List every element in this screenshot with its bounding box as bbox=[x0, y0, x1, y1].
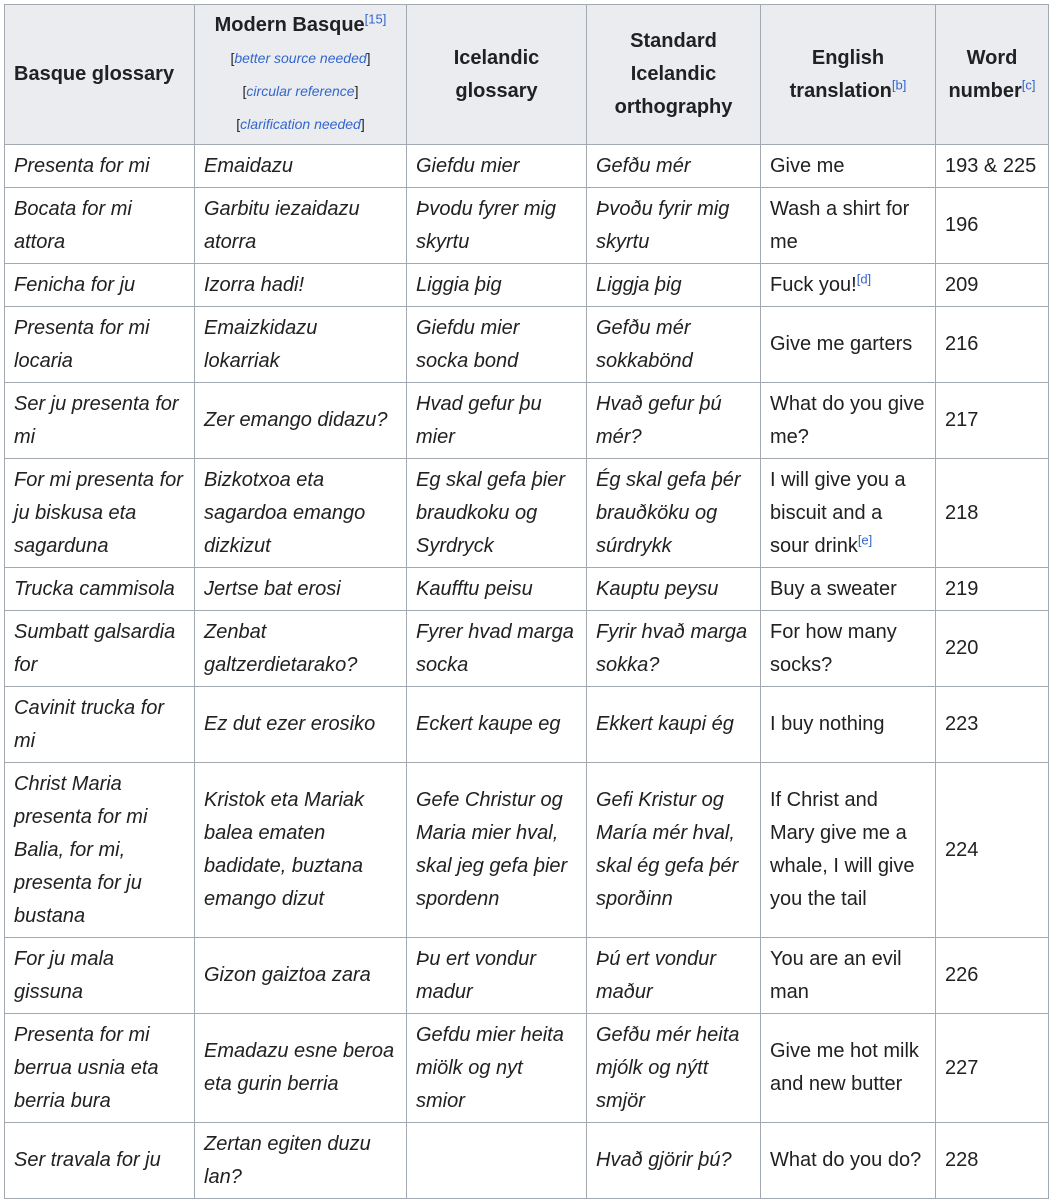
english-translation-cell: What do you give me? bbox=[761, 383, 936, 459]
english-translation-cell: If Christ and Mary give me a whale, I will give you the tail bbox=[761, 763, 936, 938]
header-modern-basque[interactable]: Modern Basque[15] [better source needed] [circular reference] [clarification needed] bbox=[195, 5, 407, 145]
table-row bbox=[5, 568, 1049, 611]
basque-glossary-cell: Ser travala for ju bbox=[5, 1123, 195, 1199]
english-translation-cell: Give me hot milk and new butter bbox=[761, 1014, 936, 1123]
standard-icelandic-cell: Ég skal gefa þér brauðköku og súrdrykk bbox=[587, 459, 761, 568]
basque-glossary-cell: Cavinit trucka for mi bbox=[5, 687, 195, 763]
english-translation-cell: Wash a shirt for me bbox=[761, 188, 936, 264]
standard-icelandic-cell: Hvað gefur þú mér? bbox=[587, 383, 761, 459]
standard-icelandic-cell: Gefi Kristur og María mér hval, skal ég gefa þér sporðinn bbox=[587, 763, 761, 938]
word-number-cell: 209 bbox=[936, 264, 1049, 307]
basque-glossary-cell: Bocata for mi attora bbox=[5, 188, 195, 264]
english-translation-cell: I will give you a biscuit and a sour drink[e] bbox=[761, 459, 936, 568]
basque-glossary-cell: For mi presenta for ju biskusa eta sagarduna bbox=[5, 459, 195, 568]
english-translation-cell: You are an evil man bbox=[761, 938, 936, 1014]
icelandic-glossary-cell: Hvad gefur þu mier bbox=[407, 383, 587, 459]
header-english-translation[interactable]: English translation[b] bbox=[761, 5, 936, 145]
table-row bbox=[5, 687, 1049, 763]
modern-basque-cell: Emaidazu bbox=[195, 145, 407, 188]
basque-glossary-cell: Presenta for mi berrua usnia eta berria bura bbox=[5, 1014, 195, 1123]
standard-icelandic-cell: Þvoðu fyrir mig skyrtu bbox=[587, 188, 761, 264]
word-number-cell: 228 bbox=[936, 1123, 1049, 1199]
table-row bbox=[5, 1123, 1049, 1199]
word-table bbox=[4, 4, 1049, 1199]
table-row bbox=[5, 611, 1049, 687]
standard-icelandic-cell: Ekkert kaupi ég bbox=[587, 687, 761, 763]
modern-basque-cell: Zer emango didazu? bbox=[195, 383, 407, 459]
standard-icelandic-cell: Gefðu mér heita mjólk og nýtt smjör bbox=[587, 1014, 761, 1123]
basque-glossary-cell: Fenicha for ju bbox=[5, 264, 195, 307]
word-number-cell: 216 bbox=[936, 307, 1049, 383]
header-row bbox=[5, 5, 1049, 145]
header-standard-icelandic[interactable]: Standard Icelandic orthography bbox=[587, 5, 761, 145]
standard-icelandic-cell: Liggja þig bbox=[587, 264, 761, 307]
english-translation-cell: I buy nothing bbox=[761, 687, 936, 763]
basque-glossary-cell: Presenta for mi bbox=[5, 145, 195, 188]
word-number-cell: 220 bbox=[936, 611, 1049, 687]
word-number-cell: 219 bbox=[936, 568, 1049, 611]
icelandic-glossary-cell: Kaufftu peisu bbox=[407, 568, 587, 611]
table-row bbox=[5, 264, 1049, 307]
modern-basque-cell: Zertan egiten duzu lan? bbox=[195, 1123, 407, 1199]
maintenance-tag: [circular reference] bbox=[242, 82, 359, 99]
icelandic-glossary-cell: Gefe Christur og Maria mier hval, skal jeg gefa þier spordenn bbox=[407, 763, 587, 938]
modern-basque-cell: Gizon gaiztoa zara bbox=[195, 938, 407, 1014]
word-number-cell: 223 bbox=[936, 687, 1049, 763]
icelandic-glossary-cell: Eg skal gefa þier braudkoku og Syrdryck bbox=[407, 459, 587, 568]
icelandic-glossary-cell: Giefdu mier bbox=[407, 145, 587, 188]
maintenance-tag: [better source needed] bbox=[230, 49, 371, 66]
modern-basque-cell: Izorra hadi! bbox=[195, 264, 407, 307]
word-number-cell: 226 bbox=[936, 938, 1049, 1014]
icelandic-glossary-cell: Þvodu fyrer mig skyrtu bbox=[407, 188, 587, 264]
modern-basque-cell: Emadazu esne beroa eta gurin berria bbox=[195, 1014, 407, 1123]
reference-link[interactable]: [d] bbox=[856, 270, 872, 286]
table-row bbox=[5, 459, 1049, 568]
tag-link[interactable]: circular reference bbox=[246, 82, 355, 99]
word-number-cell: 218 bbox=[936, 459, 1049, 568]
maintenance-tag: [clarification needed] bbox=[236, 115, 365, 132]
word-number-cell: 224 bbox=[936, 763, 1049, 938]
header-icelandic-glossary[interactable]: Icelandic glossary bbox=[407, 5, 587, 145]
basque-glossary-cell: For ju mala gissuna bbox=[5, 938, 195, 1014]
reference-link[interactable]: [e] bbox=[857, 531, 873, 547]
word-number-cell: 227 bbox=[936, 1014, 1049, 1123]
word-number-cell: 193 & 225 bbox=[936, 145, 1049, 188]
modern-basque-cell: Ez dut ezer erosiko bbox=[195, 687, 407, 763]
word-number-cell: 217 bbox=[936, 383, 1049, 459]
icelandic-glossary-cell: Fyrer hvad marga socka bbox=[407, 611, 587, 687]
modern-basque-cell: Garbitu iezaidazu atorra bbox=[195, 188, 407, 264]
table-row bbox=[5, 307, 1049, 383]
tag-link[interactable]: clarification needed bbox=[240, 115, 361, 132]
standard-icelandic-cell: Hvað gjörir þú? bbox=[587, 1123, 761, 1199]
icelandic-glossary-cell: Gefdu mier heita miölk og nyt smior bbox=[407, 1014, 587, 1123]
standard-icelandic-cell: Fyrir hvað marga sokka? bbox=[587, 611, 761, 687]
icelandic-glossary-cell: Eckert kaupe eg bbox=[407, 687, 587, 763]
standard-icelandic-cell: Kauptu peysu bbox=[587, 568, 761, 611]
english-translation-cell: Give me bbox=[761, 145, 936, 188]
standard-icelandic-cell: Þú ert vondur maður bbox=[587, 938, 761, 1014]
header-word-number[interactable]: Word number[c] bbox=[936, 5, 1049, 145]
modern-basque-cell: Bizkotxoa eta sagardoa emango dizkizut bbox=[195, 459, 407, 568]
header-basque-glossary[interactable]: Basque glossary bbox=[5, 5, 195, 145]
reference-link[interactable]: [c] bbox=[1021, 76, 1036, 92]
icelandic-glossary-cell: Þu ert vondur madur bbox=[407, 938, 587, 1014]
basque-glossary-cell: Sumbatt galsardia for bbox=[5, 611, 195, 687]
english-translation-cell: For how many socks? bbox=[761, 611, 936, 687]
word-number-cell: 196 bbox=[936, 188, 1049, 264]
reference-link[interactable]: [15] bbox=[364, 10, 387, 26]
modern-basque-cell: Jertse bat erosi bbox=[195, 568, 407, 611]
basque-glossary-cell: Presenta for mi locaria bbox=[5, 307, 195, 383]
basque-glossary-cell: Christ Maria presenta for mi Balia, for mi, presenta for ju bustana bbox=[5, 763, 195, 938]
tag-link[interactable]: better source needed bbox=[234, 49, 367, 66]
table-row bbox=[5, 938, 1049, 1014]
icelandic-glossary-cell: Giefdu mier socka bond bbox=[407, 307, 587, 383]
standard-icelandic-cell: Gefðu mér bbox=[587, 145, 761, 188]
modern-basque-cell: Kristok eta Mariak balea ematen badidate, buztana emango dizut bbox=[195, 763, 407, 938]
english-translation-cell: Buy a sweater bbox=[761, 568, 936, 611]
english-translation-cell: Give me garters bbox=[761, 307, 936, 383]
english-translation-cell: Fuck you![d] bbox=[761, 264, 936, 307]
reference-link[interactable]: [b] bbox=[891, 76, 907, 92]
modern-basque-cell: Emaizkidazu lokarriak bbox=[195, 307, 407, 383]
icelandic-glossary-cell: Liggia þig bbox=[407, 264, 587, 307]
icelandic-glossary-cell bbox=[407, 1123, 587, 1199]
table-row bbox=[5, 383, 1049, 459]
basque-glossary-cell: Ser ju presenta for mi bbox=[5, 383, 195, 459]
table-row bbox=[5, 763, 1049, 938]
basque-glossary-cell: Trucka cammisola bbox=[5, 568, 195, 611]
table-row bbox=[5, 1014, 1049, 1123]
table-row bbox=[5, 188, 1049, 264]
standard-icelandic-cell: Gefðu mér sokkabönd bbox=[587, 307, 761, 383]
table-row bbox=[5, 145, 1049, 188]
modern-basque-cell: Zenbat galtzerdietarako? bbox=[195, 611, 407, 687]
english-translation-cell: What do you do? bbox=[761, 1123, 936, 1199]
